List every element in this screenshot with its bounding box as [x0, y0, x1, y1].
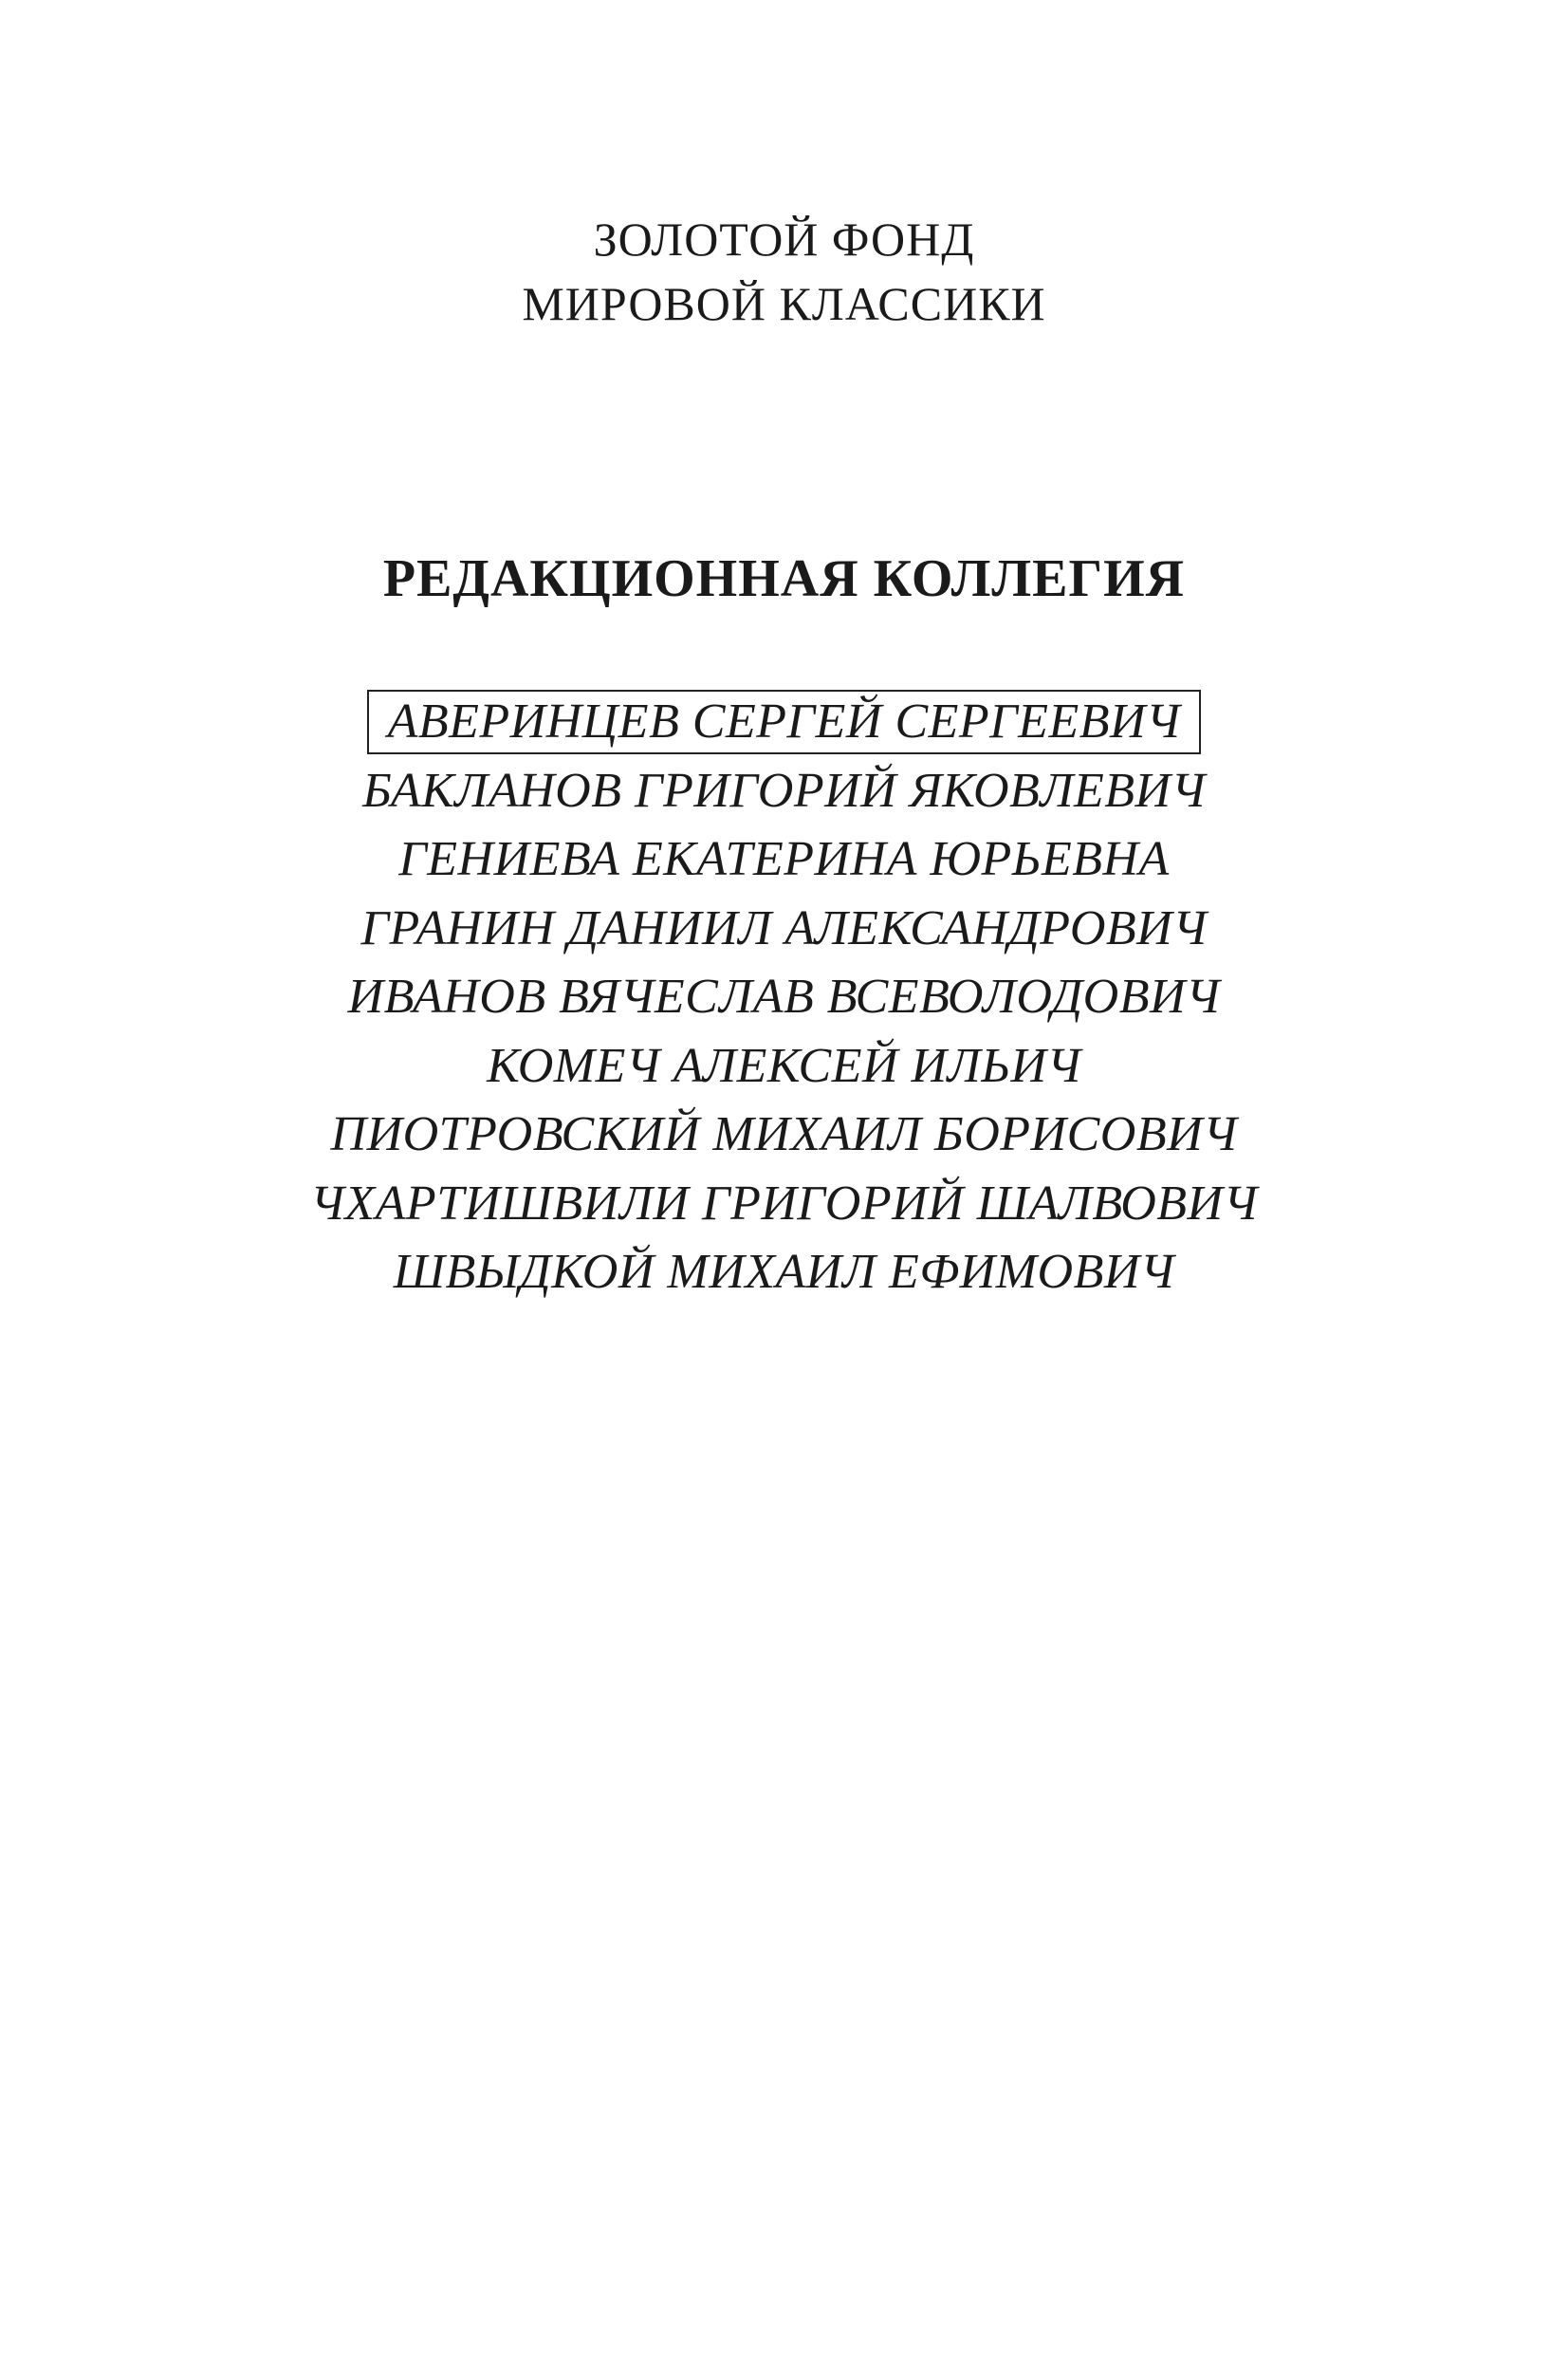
series-title-line-1: ЗОЛОТОЙ ФОНД	[593, 213, 975, 266]
board-member: ГРАНИН ДАНИИЛ АЛЕКСАНДРОВИЧ	[360, 900, 1208, 955]
series-title-line-2: МИРОВОЙ КЛАССИКИ	[522, 277, 1046, 330]
board-member: ЧХАРТИШВИЛИ ГРИГОРИЙ ШАЛВОВИЧ	[310, 1176, 1258, 1231]
board-member: ПИОТРОВСКИЙ МИХАИЛ БОРИСОВИЧ	[330, 1107, 1238, 1161]
board-member: ШВЫДКОЙ МИХАИЛ ЕФИМОВИЧ	[393, 1245, 1175, 1299]
board-member	[0, 688, 1568, 757]
editorial-board-list	[0, 688, 1568, 1307]
board-member: ИВАНОВ ВЯЧЕСЛАВ ВСЕВОЛОДОВИЧ	[347, 970, 1221, 1024]
board-member: БАКЛАНОВ ГРИГОРИЙ ЯКОВЛЕВИЧ	[362, 763, 1206, 818]
board-member: ГЕНИЕВА ЕКАТЕРИНА ЮРЬЕВНА	[398, 832, 1170, 886]
board-member: КОМЕЧ АЛЕКСЕЙ ИЛЬИЧ	[487, 1038, 1081, 1093]
board-member-name-highlighted: АВЕРИНЦЕВ СЕРГЕЙ СЕРГЕЕВИЧ	[367, 690, 1202, 754]
series-title	[0, 207, 1568, 336]
editorial-board-heading: РЕДАКЦИОННАЯ КОЛЛЕГИЯ	[382, 549, 1186, 608]
